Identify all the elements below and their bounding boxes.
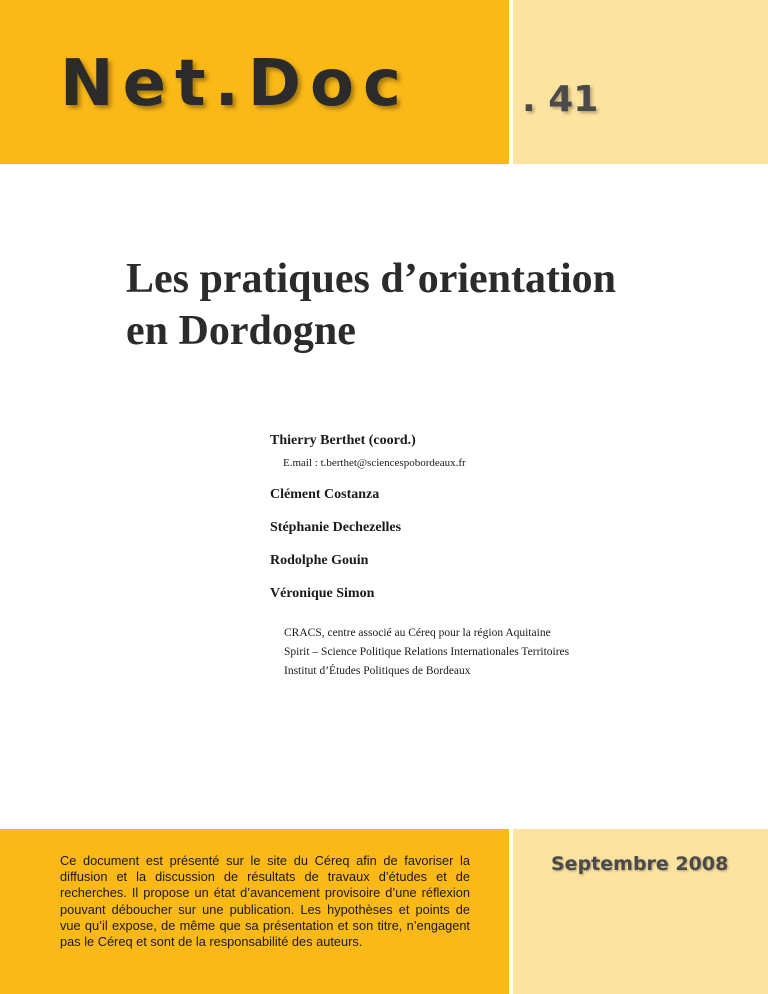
title-line-1: Les pratiques d’orientation	[126, 256, 617, 302]
brand-logo: Net.Doc	[60, 47, 410, 121]
author-name: Stéphanie Dechezelles	[270, 520, 402, 535]
author-list	[270, 432, 730, 602]
document-title	[126, 253, 726, 357]
publication-date: Septembre 2008	[551, 853, 729, 875]
author-coordinator: Thierry Berthet (coord.)	[270, 433, 416, 448]
affiliation-line: Spirit – Science Politique Relations Internationales Territoires	[284, 646, 570, 658]
issue-number: . 41	[522, 79, 599, 120]
author-name: Véronique Simon	[270, 586, 375, 601]
disclaimer-text: Ce document est présenté sur le site du Céreq afin de favoriser la diffusion et la discussion de résultats de travaux d’études et de recherches. Il propose un état d’avancement provisoire d’une réflexion pouvant déboucher sur une publication. Les hypothèses et points de vue qu’il expose, de même que sa présentation et son titre, n’engagent pas le Céreq et sont de la responsabilité des auteurs.	[60, 853, 470, 950]
affiliations	[284, 624, 724, 681]
affiliation-line: CRACS, centre associé au Céreq pour la région Aquitaine	[284, 627, 551, 639]
title-line-2: en Dordogne	[126, 308, 356, 354]
author-name: Clément Costanza	[270, 487, 380, 502]
affiliation-line: Institut d’Études Politiques de Bordeaux	[284, 665, 471, 677]
author-email: E.mail : t.berthet@sciencespobordeaux.fr	[283, 457, 466, 469]
author-name: Rodolphe Gouin	[270, 553, 369, 568]
